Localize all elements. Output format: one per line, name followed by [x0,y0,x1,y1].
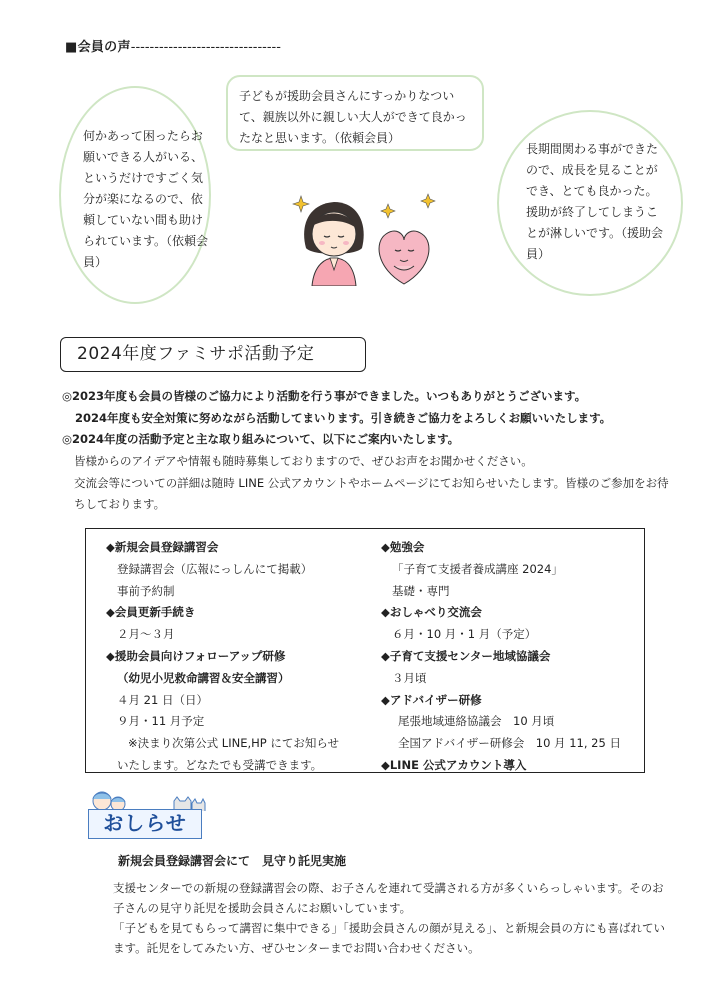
voice-text-right: 長期間関わる事ができたので、成長を見ることができ、とても良かった。援助が終了してしまうことが淋しいです。（援助会員） [526,142,664,261]
schedule-item: ４月 21 日（日） [117,692,208,707]
schedule-column-left [106,537,366,777]
notice-body-2: 「子どもを見てもらって講習に集中できる」「援助会員さんの顔が見える」、と新規会員の方にも喜ばれています。託児をしてみたい方、ぜひセンターまでお問い合わせください。 [113,921,665,955]
plan-details [74,451,674,516]
notice-body [113,878,673,958]
schedule-heading: ◆勉強会 [381,540,425,554]
section-heading [65,36,281,55]
plan-line-4: 皆様からのアイデアや情報も随時募集しておりますので、ぜひお声をお聞かせください。 [74,454,533,468]
plan-title: 2024年度ファミサポ活動予定 [60,337,366,372]
plan-line-5: 交流会等についての詳細は随時 LINE 公式アカウントやホームページにてお知らせいたします。皆様のご参加をお待ちしております。 [74,475,669,511]
schedule-item: 基礎・専門 [392,583,450,598]
heading-label: ■会員の声 [65,40,131,55]
voice-text-left: 何かあって困ったらお願いできる人がいる、というだけですごく気分が楽になるので、依頼していない間も助けられています。（依頼会員） [83,129,209,269]
schedule-item: ３月頃 [392,670,427,685]
plan-line-3: ◎2024年度の活動予定と主な取り組みについて、以下にご案内いたします。 [62,432,460,446]
plan-line-1: ◎2023年度も会員の皆様のご協力により活動を行う事ができました。いつもありがとうございます。 [62,389,587,403]
schedule-item: 事前予約制 [117,583,175,598]
plan-intro [62,386,682,451]
notice-label: おしらせ [88,809,202,839]
voice-bubble-right [497,110,683,296]
heart-character-icon [379,231,429,284]
schedule-heading: ◆LINE 公式アカウント導入 [381,757,527,772]
voice-bubble-left [59,86,211,304]
schedule-item: 「子育て支援者養成講座 2024」 [392,561,563,576]
schedule-box [85,528,645,773]
schedule-item: 登録講習会（広報にっしんにて掲載） [117,561,313,576]
schedule-item: ９月・11 月予定 [117,714,205,729]
schedule-heading: ◆会員更新手続き [106,605,196,620]
schedule-heading: ◆おしゃべり交流会 [381,605,482,620]
schedule-item: いたします。どなたでも受講できます。 [117,757,323,772]
schedule-heading: ◆援助会員向けフォローアップ研修 [106,648,286,663]
schedule-item: ※決まり次第公式 LINE,HP にてお知らせ [128,736,340,751]
schedule-item: 尾張地域連絡協議会 10 月頃 [398,714,555,729]
schedule-item: （幼児小児救命講習＆安全講習） [117,670,290,685]
plan-line-2: 2024年度も安全対策に努めながら活動してまいります。引き続きご協力をよろしくお願いいたします。 [75,410,612,425]
schedule-item: ６月・10 月・1 月（予定） [392,627,537,642]
notice-title: 新規会員登録講習会にて 見守り託児実施 [118,854,347,868]
heading-dashes: -------------------------------- [130,40,281,55]
schedule-heading: ◆アドバイザー研修 [381,692,482,707]
schedule-item: ２月～３月 [117,627,175,642]
illustration [286,186,446,286]
schedule-item: 全国アドバイザー研修会 10 月 11, 25 日 [398,736,621,751]
voice-bubble-center [226,75,484,151]
schedule-column-right [381,537,641,777]
schedule-heading: ◆新規会員登録講習会 [106,540,219,554]
notice-badge [88,787,206,843]
woman-praying-icon [304,202,364,286]
voice-text-center: 子どもが援助会員さんにすっかりなついて、親族以外に親しい大人ができて良かったなと思います。（依頼会員） [239,89,467,145]
notice-body-1: 支援センターでの新規の登録講習会の際、お子さんを連れて受講される方が多くいらっしゃいます。そのお子さんの見守り託児を援助会員さんにお願いしています。 [113,881,664,915]
schedule-heading: ◆子育て支援センター地域協議会 [381,648,551,663]
